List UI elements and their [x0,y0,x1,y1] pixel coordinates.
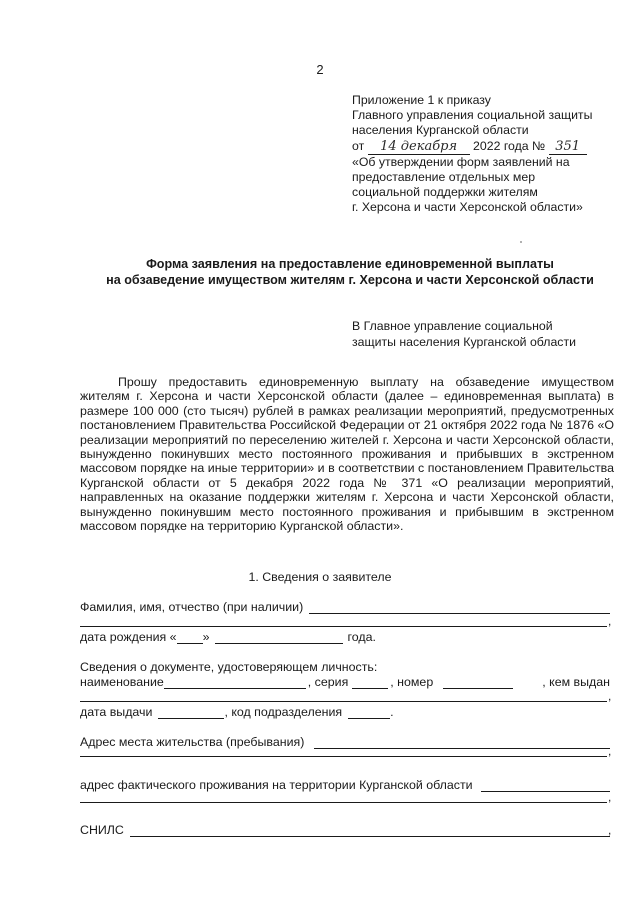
residence-row [80,733,610,749]
addressee-line-2: защиты населения Курганской области [352,335,576,349]
order-year-label: 2022 года № [473,138,546,153]
fio-comma: , [608,614,612,628]
date-prefix: от [352,138,365,153]
request-text: Прошу предоставить единовременную выплату на обзаведение имуществом жителям г. Херсона и части Херсонской области (далее – единовременная выплата) в размере 100 000 (сто тысяч) рублей в рамках реализации мероприятий, предусмотренных постановлением Правительства Российской Федерации от 21 октября 2022 года № 1876 «О реализации мероприятий по переселению жителей г. Херсона и части Херсонской области, вынужденно покинувших место постоянного проживания и прибывших в экстренном массовом порядке на иные территории» и в соответствии с постановлением Правительства Курганской области от 5 декабря 2022 года № 371 «О реализации мероприятий, направленных на оказание поддержки жителям г. Херсона и части Херсонской области, вынужденно покинувшим место постоянного проживания и прибывшим в экстренном массовом порядке на территорию Курганской области». [80,375,614,534]
birth-date-row [80,628,610,644]
appendix-date-line [352,139,592,155]
document-label: Сведения о документе, удостоверяющем личность: [80,660,378,674]
handwritten-date: 14 декабря [368,139,470,155]
doc-name-label: наименование [80,675,164,689]
snils-comma: , [608,823,612,837]
appendix-title-1: «Об утверждении форм заявлений на [352,154,570,169]
birth-day-input[interactable] [177,631,203,644]
appendix-title-4: г. Херсона и части Херсонской области» [352,200,583,215]
issue-date-row [80,703,610,719]
fio-label: Фамилия, имя, отчество (при наличии) [80,600,304,614]
actual-address-comma: , [608,790,612,804]
fio-row [80,598,610,614]
birth-suffix: года. [347,630,376,644]
form-title [60,256,640,288]
actual-address-input-line[interactable] [481,779,610,792]
doc-number-label: , номер [390,675,434,689]
appendix-line-2: Главного управления социальной защиты [352,108,593,123]
actual-address-row [80,776,610,792]
snils-row [80,821,610,837]
doc-issuer-label: , кем выдан [542,675,610,689]
form-title-line-2: на обзаведение имуществом жителям г. Херсона и части Херсонской области [106,273,594,287]
appendix-line-1: Приложение 1 к приказу [352,93,491,107]
doc-issuer-comma: , [608,689,612,703]
doc-series-input[interactable] [352,676,388,689]
scan-speck [520,241,522,243]
birth-mid-quote: » [202,630,210,644]
issue-date-label: дата выдачи [80,705,153,719]
residence-comma: , [608,744,612,758]
appendix-block [352,93,592,216]
handwritten-order-number: 351 [549,139,587,155]
issue-end-dot: . [390,705,394,719]
appendix-title-2: предоставление отдельных мер [352,170,536,185]
doc-number-input[interactable] [443,676,513,689]
appendix-title-3: социальной поддержки жителям [352,185,538,200]
doc-name-input[interactable] [164,676,306,689]
doc-series-label: , серия [307,675,349,689]
document-details-row [80,673,610,689]
request-paragraph [80,375,614,533]
actual-address-label: адрес фактического проживания на территории Курганской области [80,778,473,792]
birth-label: дата рождения « [80,630,177,644]
fio-continuation-line[interactable] [80,626,607,627]
appendix-line-3: населения Курганской области [352,123,529,138]
residence-input-line[interactable] [314,736,610,749]
division-code-input[interactable] [348,706,390,719]
snils-label: СНИЛС [80,823,124,837]
document-heading-row [80,658,610,674]
residence-continuation-line[interactable] [80,756,607,757]
birth-month-input[interactable] [215,631,343,644]
fio-input-line[interactable] [309,601,610,614]
page-number: 2 [316,62,324,77]
addressee-block [352,318,576,350]
residence-label: Адрес места жительства (пребывания) [80,735,305,749]
division-code-label: , код подразделения [224,705,343,719]
snils-input-line[interactable] [130,824,610,837]
addressee-line-1: В Главное управление социальной [352,319,553,333]
section-1-title: 1. Сведения о заявителе [248,570,392,584]
form-title-line-1: Форма заявления на предоставление единовременной выплаты [146,257,554,271]
issue-date-input[interactable] [158,706,224,719]
doc-issuer-input-line[interactable] [80,701,607,702]
actual-address-continuation-line[interactable] [80,802,607,803]
